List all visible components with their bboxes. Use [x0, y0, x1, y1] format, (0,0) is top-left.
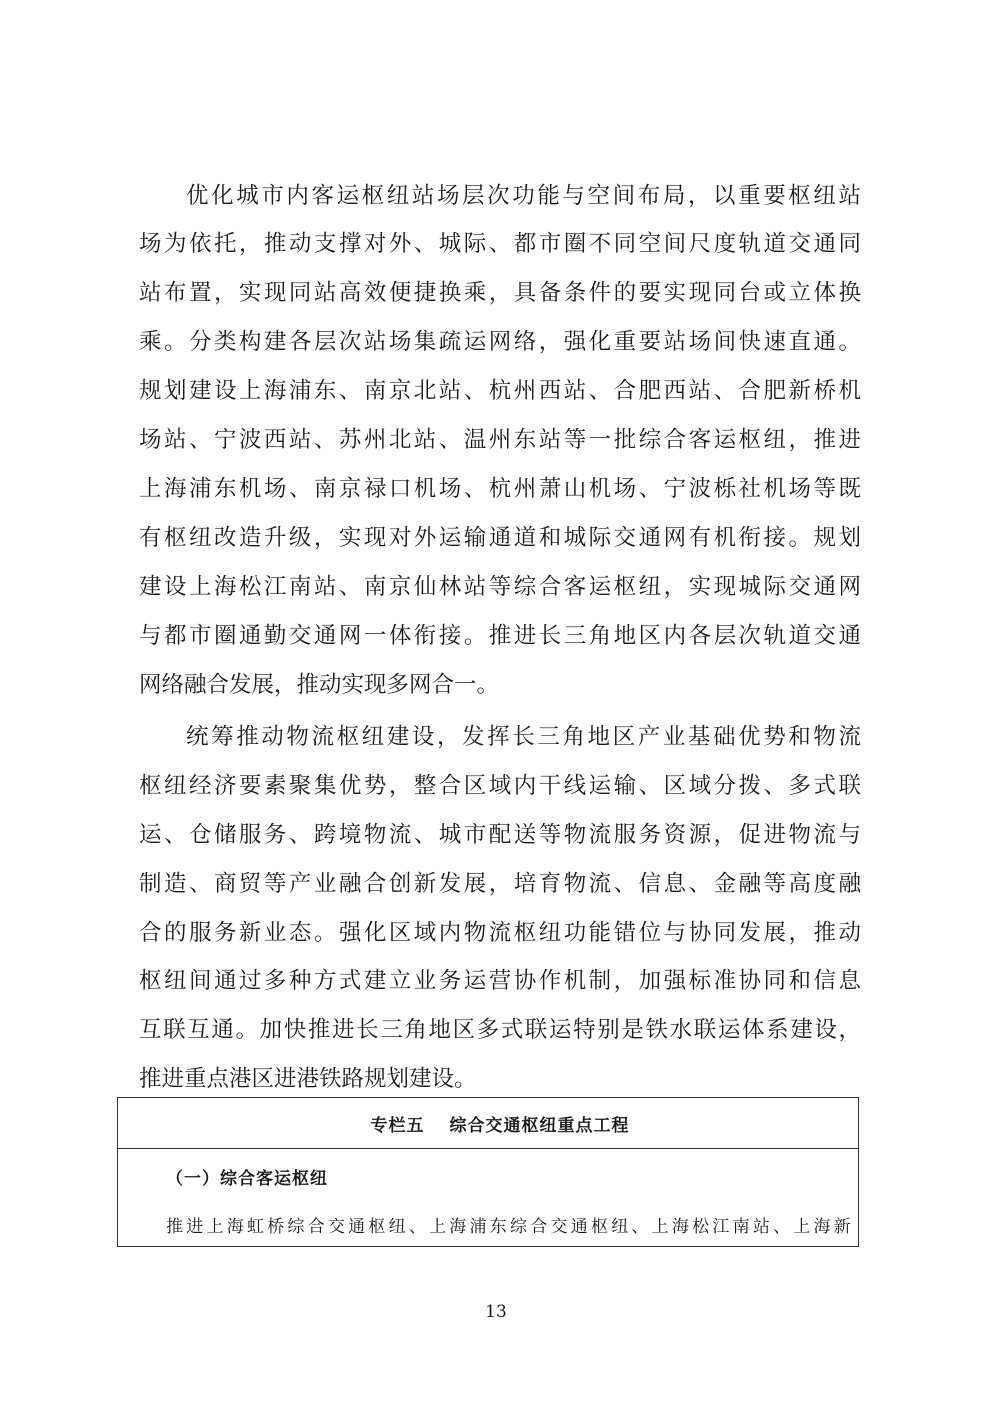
paragraph-line: 上海浦东机场、南京禄口机场、杭州萧山机场、宁波栎社机场等既 [139, 476, 861, 502]
paragraph-line: 制造、商贸等产业融合创新发展，培育物流、信息、金融等高度融 [139, 871, 861, 897]
paragraph-line: 规划建设上海浦东、南京北站、杭州西站、合肥西站、合肥新桥机 [139, 378, 861, 404]
feature-box-body: 推进上海虹桥综合交通枢纽、上海浦东综合交通枢纽、上海松江南站、上海新 [166, 1217, 852, 1237]
paragraph-line: 场为依托，推动支撑对外、城际、都市圈不同空间尺度轨道交通同 [139, 231, 861, 257]
paragraph-line: 枢纽经济要素聚集优势，整合区域内干线运输、区域分拨、多式联 [139, 773, 861, 799]
paragraph-line: 场站、宁波西站、苏州北站、温州东站等一批综合客运枢纽，推进 [139, 427, 861, 453]
feature-box-header [118, 1098, 858, 1149]
paragraph-line: 与都市圈通勤交通网一体衔接。推进长三角地区内各层次轨道交通 [139, 623, 861, 649]
paragraph-line: 合的服务新业态。强化区域内物流枢纽功能错位与协同发展，推动 [139, 920, 861, 946]
paragraph-line: 互联互通。加快推进长三角地区多式联运特别是铁水联运体系建设， [139, 1017, 861, 1043]
paragraph-line: 站布置，实现同站高效便捷换乘，具备条件的要实现同台或立体换 [139, 280, 861, 306]
paragraph-line: 乘。分类构建各层次站场集疏运网络，强化重要站场间快速直通。 [139, 329, 861, 355]
feature-box [117, 1097, 859, 1247]
paragraph-line: 统筹推动物流枢纽建设，发挥长三角地区产业基础优势和物流 [186, 724, 861, 750]
paragraph-line: 运、仓储服务、跨境物流、城市配送等物流服务资源，促进物流与 [139, 822, 861, 848]
paragraph-line: 推进重点港区进港铁路规划建设。 [139, 1066, 477, 1092]
paragraph-line: 有枢纽改造升级，实现对外运输通道和城际交通网有机衔接。规划 [139, 525, 861, 551]
feature-box-subtitle: （一）综合客运枢纽 [166, 1169, 328, 1189]
page-number: 13 [485, 1302, 507, 1322]
paragraph-line: 建设上海松江南站、南京仙林站等综合客运枢纽，实现城际交通网 [139, 574, 861, 600]
paragraph-line: 枢纽间通过多种方式建立业务运营协作机制，加强标准协同和信息 [139, 968, 861, 994]
paragraph-line: 网络融合发展，推动实现多网合一。 [139, 672, 500, 698]
feature-box-title: 专栏五 综合交通枢纽重点工程 [370, 1115, 630, 1136]
paragraph-line: 优化城市内客运枢纽站场层次功能与空间布局，以重要枢纽站 [186, 183, 861, 209]
